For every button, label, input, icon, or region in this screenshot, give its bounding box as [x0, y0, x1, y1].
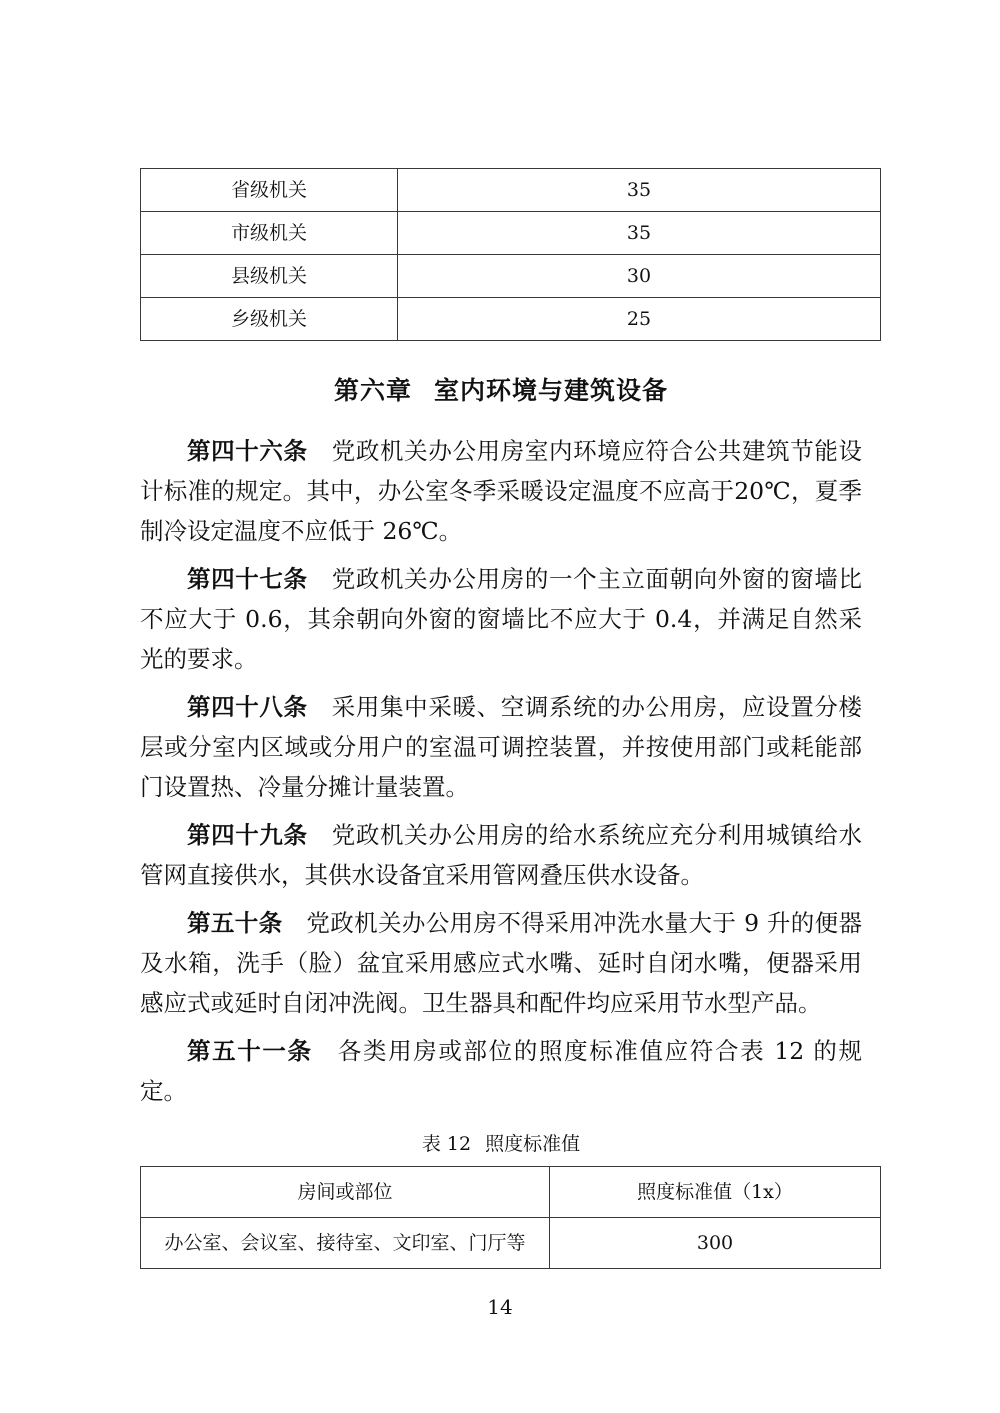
article-text: 采用集中采暖、空调系统的办公用房，应设置分楼层或分室内区域或分用户的室温可调控装置，并按使用部门或耗能部门设置热、冷量分摊计量装置。	[140, 693, 863, 801]
chapter-title-text: 室内环境与建筑设备	[434, 376, 669, 405]
illuminance-standard-table	[140, 1166, 881, 1269]
cell-level: 县级机关	[141, 255, 398, 298]
article-label: 第四十八条	[187, 693, 308, 721]
office-area-standard-table	[140, 168, 881, 341]
table12-caption-label: 表 12	[421, 1133, 472, 1155]
article-paragraph	[140, 687, 862, 807]
article-text: 党政机关办公用房的一个主立面朝向外窗的窗墙比不应大于 0.6，其余朝向外窗的窗墙比不应大于 0.4，并满足自然采光的要求。	[140, 565, 863, 673]
table12-caption	[140, 1129, 862, 1156]
table-header-row	[141, 1167, 881, 1218]
cell-value: 30	[398, 255, 881, 298]
article-text: 党政机关办公用房的给水系统应充分利用城镇给水管网直接供水，其供水设备宜采用管网叠压供水设备。	[140, 821, 863, 889]
cell-value: 35	[398, 212, 881, 255]
article-label: 第四十七条	[187, 565, 308, 593]
cell-illuminance: 300	[550, 1218, 881, 1269]
table-row	[141, 212, 881, 255]
header-illuminance: 照度标准值（1x）	[550, 1167, 881, 1218]
cell-level: 省级机关	[141, 169, 398, 212]
article-label: 第四十六条	[187, 437, 308, 465]
page-content	[140, 168, 862, 1269]
table-row	[141, 255, 881, 298]
article-label: 第五十条	[187, 909, 283, 937]
header-room: 房间或部位	[141, 1167, 550, 1218]
article-paragraph	[140, 815, 862, 895]
article-label: 第四十九条	[187, 821, 308, 849]
page-number: 14	[487, 1295, 513, 1319]
cell-room: 办公室、会议室、接待室、文印室、门厅等	[141, 1218, 550, 1269]
table12-caption-title: 照度标准值	[485, 1133, 581, 1155]
article-label: 第五十一条	[187, 1037, 313, 1065]
chapter-number: 第六章	[333, 376, 412, 405]
cell-level: 市级机关	[141, 212, 398, 255]
article-paragraph	[140, 431, 862, 551]
table-row	[141, 1218, 881, 1269]
article-text: 党政机关办公用房不得采用冲洗水量大于 9 升的便器及水箱，洗手（脸）盆宜采用感应式水嘴、延时自闭水嘴，便器采用感应式或延时自闭冲洗阀。卫生器具和配件均应采用节水型产品。	[140, 909, 862, 1017]
article-text: 党政机关办公用房室内环境应符合公共建筑节能设计标准的规定。其中，办公室冬季采暖设定温度不应高于20℃，夏季制冷设定温度不应低于 26℃。	[140, 437, 863, 545]
cell-level: 乡级机关	[141, 298, 398, 341]
article-text: 各类用房或部位的照度标准值应符合表 12 的规定。	[140, 1037, 862, 1105]
cell-value: 25	[398, 298, 881, 341]
table-row	[141, 169, 881, 212]
cell-value: 35	[398, 169, 881, 212]
chapter-heading	[140, 371, 862, 407]
article-paragraph	[140, 903, 862, 1023]
table-row	[141, 298, 881, 341]
article-paragraph	[140, 1031, 862, 1111]
article-paragraph	[140, 559, 862, 679]
